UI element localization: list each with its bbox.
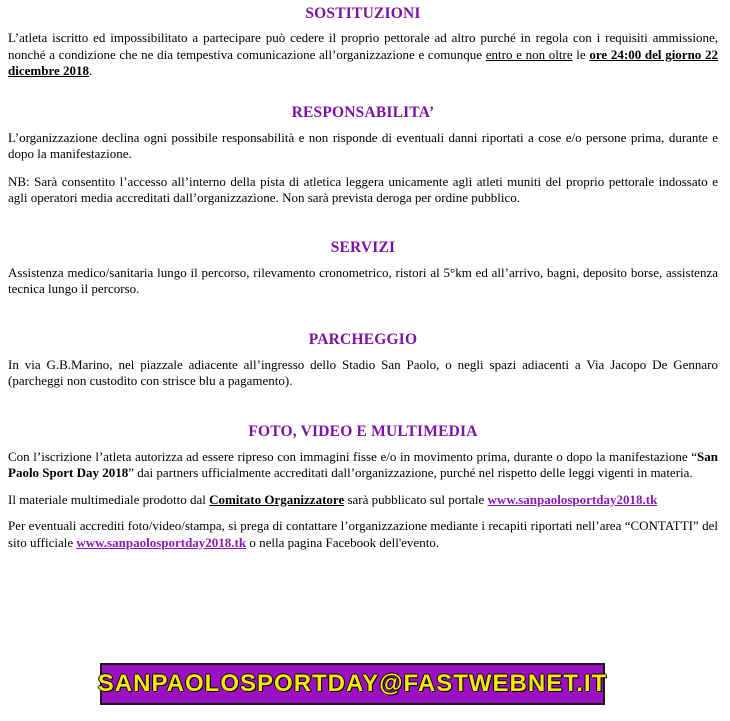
sostituzioni-paragraph: L’atleta iscritto ed impossibilitato a partecipare può cedere il proprio pettorale ad altro purché in regola con i requisiti ammissione, nonché a condizione che ne dia tempestiva comunicazione all’organizzazione e comunque entro e non oltre le ore 24:00 del giorno 22 dicembre 2018. [8,30,718,78]
heading-responsabilita: RESPONSABILITA’ [291,103,435,121]
event-name: San Paolo Sport Day 2018 [8,448,718,480]
heading-parcheggio: PARCHEGGIO [308,330,418,348]
heading-servizi: SERVIZI [330,238,396,256]
responsabilita-paragraph-2: NB: Sarà consentito l’accesso all’interno della pista di atletica leggera unicamente agli atleti muniti del proprio pettorale indossato e agli operatori media accreditati dall’organizzazione. Non sarà prevista deroga per ordine pubblico. [8,173,718,205]
deadline-text: ore 24:00 del giorno 22 dicembre 2018 [8,46,718,78]
underlined-phrase: entro e non oltre [485,46,573,62]
foto-paragraph-2: Il materiale multimediale prodotto dal Comitato Organizzatore sarà pubblicato sul portale www.sanpaolosportday2018.tk [8,491,658,507]
document-page [8,0,718,551]
heading-foto-video: FOTO, VIDEO E MULTIMEDIA [248,422,478,440]
committee-name: Comitato Organizzatore [209,491,345,507]
parcheggio-paragraph: In via G.B.Marino, nel piazzale adiacente all’ingresso dello Stadio San Paolo, o negli spazi adiacenti a Via Jacopo De Gennaro (parcheggi non custodito con strisce blu a pagamento). [8,356,718,388]
website-link-2[interactable]: www.sanpaolosportday2018.tk [76,534,247,550]
website-link[interactable]: www.sanpaolosportday2018.tk [487,491,658,507]
banner-email-text: SANPAOLOSPORTDAY@FASTWEBNET.IT [97,670,608,697]
foto-paragraph-3: Per eventuali accrediti foto/video/stampa, si prega di contattare l’organizzazione mediante i recapiti riportati nell’area “CONTATTI” del sito ufficiale www.sanpaolosportday2018.tk o nella pagina Facebook dell'evento. [8,518,718,550]
foto-paragraph-1: Con l’iscrizione l’atleta autorizza ad essere ripreso con immagini fisse e/o in movimento prima, durante o dopo la manifestazione “San Paolo Sport Day 2018” dai partners ufficialmente accreditati dall’organizzazione, purché nel rispetto delle leggi vigenti in materia. [8,448,718,480]
heading-sostituzioni: SOSTITUZIONI [305,5,421,22]
servizi-paragraph: Assistenza medico/sanitaria lungo il percorso, rilevamento cronometrico, ristori al 5°km ed all’arrivo, bagni, deposito borse, assistenza tecnica lungo il percorso. [8,264,718,296]
responsabilita-paragraph-1: L’organizzazione declina ogni possibile responsabilità e non risponde di eventuali danni riportati a cose e/o persone prima, durante e dopo la manifestazione. [8,129,718,161]
email-banner[interactable] [97,663,608,705]
